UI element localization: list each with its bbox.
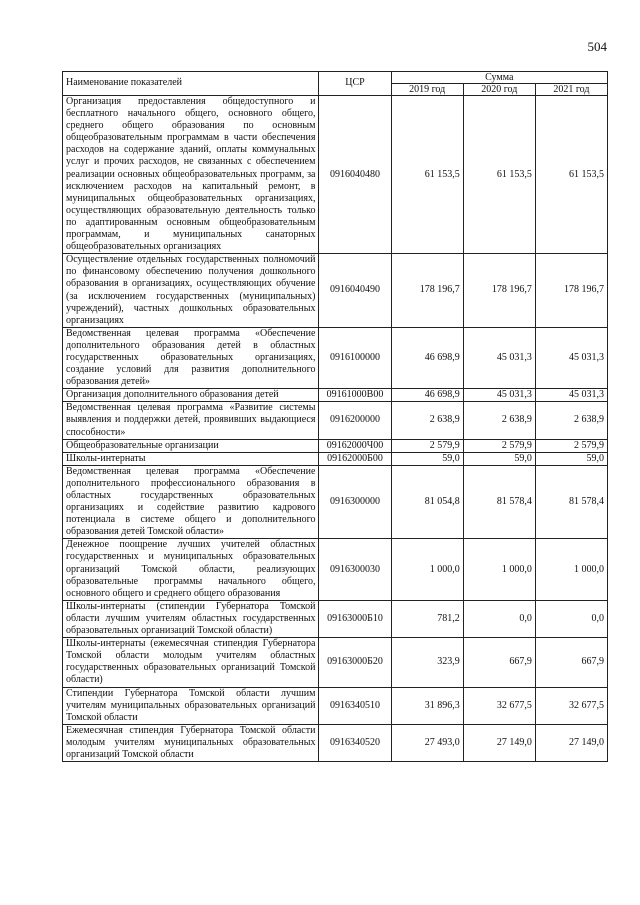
row-csr: 09162000Ч00 (319, 439, 391, 452)
row-name: Стипендии Губернатора Томской области лучшим учителям муниципальных образовательных организаций Томской области (63, 687, 319, 724)
row-name: Школы-интернаты (стипендии Губернатора Томской области лучшим учителям областных государственных образовательных организаций Томской области) (63, 600, 319, 637)
row-value-2021: 45 031,3 (535, 327, 607, 388)
table-row (63, 465, 608, 539)
table-body (63, 96, 608, 762)
table-row (63, 452, 608, 465)
row-value-2020: 59,0 (463, 452, 535, 465)
row-value-2020: 2 638,9 (463, 402, 535, 439)
header-name: Наименование показателей (63, 72, 319, 96)
row-value-2020: 0,0 (463, 600, 535, 637)
row-csr: 09161000В00 (319, 389, 391, 402)
row-csr: 0916300030 (319, 539, 391, 600)
row-name: Общеобразовательные организации (63, 439, 319, 452)
row-value-2020: 45 031,3 (463, 327, 535, 388)
row-value-2021: 2 579,9 (535, 439, 607, 452)
row-value-2021: 59,0 (535, 452, 607, 465)
page-number: 504 (587, 39, 607, 54)
row-value-2020: 2 579,9 (463, 439, 535, 452)
row-csr: 0916340510 (319, 687, 391, 724)
row-value-2019: 1 000,0 (391, 539, 463, 600)
row-value-2020: 81 578,4 (463, 465, 535, 539)
row-value-2019: 31 896,3 (391, 687, 463, 724)
row-value-2021: 32 677,5 (535, 687, 607, 724)
row-csr: 0916200000 (319, 402, 391, 439)
row-name: Организация предоставления общедоступного и бесплатного начального общего, основного общего, среднего общего образования по основным общеобразовательным программам в части обеспечения расходов на содержание зданий, оплаты коммунальных услуг и прочих расходов, не связанных с обеспечением реализации основных общеобразовательных программ, за исключением расходов на капитальный ремонт, в муниципальных общеобразовательных организациях, осуществляющих образовательную деятельность только по адаптированным основным общеобразовательным программам, и муниципальных санаторных общеобразовательных организациях (63, 96, 319, 254)
row-value-2019: 781,2 (391, 600, 463, 637)
row-value-2019: 46 698,9 (391, 327, 463, 388)
table-row (63, 389, 608, 402)
row-name: Ведомственная целевая программа «Развитие системы выявления и поддержки детей, проявивших выдающиеся способности» (63, 402, 319, 439)
row-value-2019: 2 638,9 (391, 402, 463, 439)
row-csr: 0916340520 (319, 724, 391, 761)
table-row (63, 687, 608, 724)
table-row (63, 327, 608, 388)
row-value-2019: 323,9 (391, 638, 463, 687)
row-name: Ведомственная целевая программа «Обеспечение дополнительного образования детей в областных государственных образовательных организациях, создание условий для развития дополнительного образования детей» (63, 327, 319, 388)
row-value-2021: 61 153,5 (535, 96, 607, 254)
row-csr: 09163000Б20 (319, 638, 391, 687)
table-row (63, 402, 608, 439)
table-row (63, 439, 608, 452)
row-value-2021: 667,9 (535, 638, 607, 687)
header-csr: ЦСР (319, 72, 391, 96)
header-year-2020: 2020 год (463, 84, 535, 96)
table-row (63, 254, 608, 328)
row-value-2021: 45 031,3 (535, 389, 607, 402)
table-row (63, 638, 608, 687)
table-row (63, 724, 608, 761)
row-csr: 0916300000 (319, 465, 391, 539)
row-value-2019: 27 493,0 (391, 724, 463, 761)
header-sum: Сумма (391, 72, 607, 84)
row-value-2019: 61 153,5 (391, 96, 463, 254)
row-value-2021: 2 638,9 (535, 402, 607, 439)
row-name: Ведомственная целевая программа «Обеспечение дополнительного профессионального образования в областных государственных образовательных организациях и содействие развитию кадрового потенциала в системе общего и дополнительного образования детей Томской области» (63, 465, 319, 539)
row-value-2021: 178 196,7 (535, 254, 607, 328)
row-csr: 09162000Б00 (319, 452, 391, 465)
row-name: Школы-интернаты (ежемесячная стипендия Губернатора Томской области молодым учителям областных государственных образовательных организаций Томской области) (63, 638, 319, 687)
row-csr: 0916100000 (319, 327, 391, 388)
row-name: Организация дополнительного образования детей (63, 389, 319, 402)
row-name: Осуществление отдельных государственных полномочий по финансовому обеспечению получения дошкольного образования в организациях, осуществляющих обучение (за исключением государственных (муниципальных) учреждений), частных дошкольных образовательных организациях (63, 254, 319, 328)
row-value-2021: 0,0 (535, 600, 607, 637)
header-year-2021: 2021 год (535, 84, 607, 96)
row-value-2020: 178 196,7 (463, 254, 535, 328)
row-name: Денежное поощрение лучших учителей областных государственных и муниципальных образовательных организаций Томской области, реализующих образовательные программы начального общего, основного общего и среднего общего образования (63, 539, 319, 600)
row-value-2020: 61 153,5 (463, 96, 535, 254)
row-value-2019: 46 698,9 (391, 389, 463, 402)
row-name: Школы-интернаты (63, 452, 319, 465)
row-value-2021: 81 578,4 (535, 465, 607, 539)
row-value-2019: 59,0 (391, 452, 463, 465)
table-row (63, 96, 608, 254)
row-value-2019: 81 054,8 (391, 465, 463, 539)
row-value-2020: 667,9 (463, 638, 535, 687)
row-csr: 0916040490 (319, 254, 391, 328)
row-value-2020: 45 031,3 (463, 389, 535, 402)
table-row (63, 539, 608, 600)
header-year-2019: 2019 год (391, 84, 463, 96)
row-name: Ежемесячная стипендия Губернатора Томской области молодым учителям муниципальных образовательных организаций Томской области (63, 724, 319, 761)
budget-table (62, 71, 608, 762)
row-value-2020: 27 149,0 (463, 724, 535, 761)
row-value-2020: 32 677,5 (463, 687, 535, 724)
row-value-2021: 27 149,0 (535, 724, 607, 761)
row-value-2019: 178 196,7 (391, 254, 463, 328)
row-csr: 09163000Б10 (319, 600, 391, 637)
row-value-2020: 1 000,0 (463, 539, 535, 600)
row-value-2019: 2 579,9 (391, 439, 463, 452)
row-value-2021: 1 000,0 (535, 539, 607, 600)
row-csr: 0916040480 (319, 96, 391, 254)
table-row (63, 600, 608, 637)
